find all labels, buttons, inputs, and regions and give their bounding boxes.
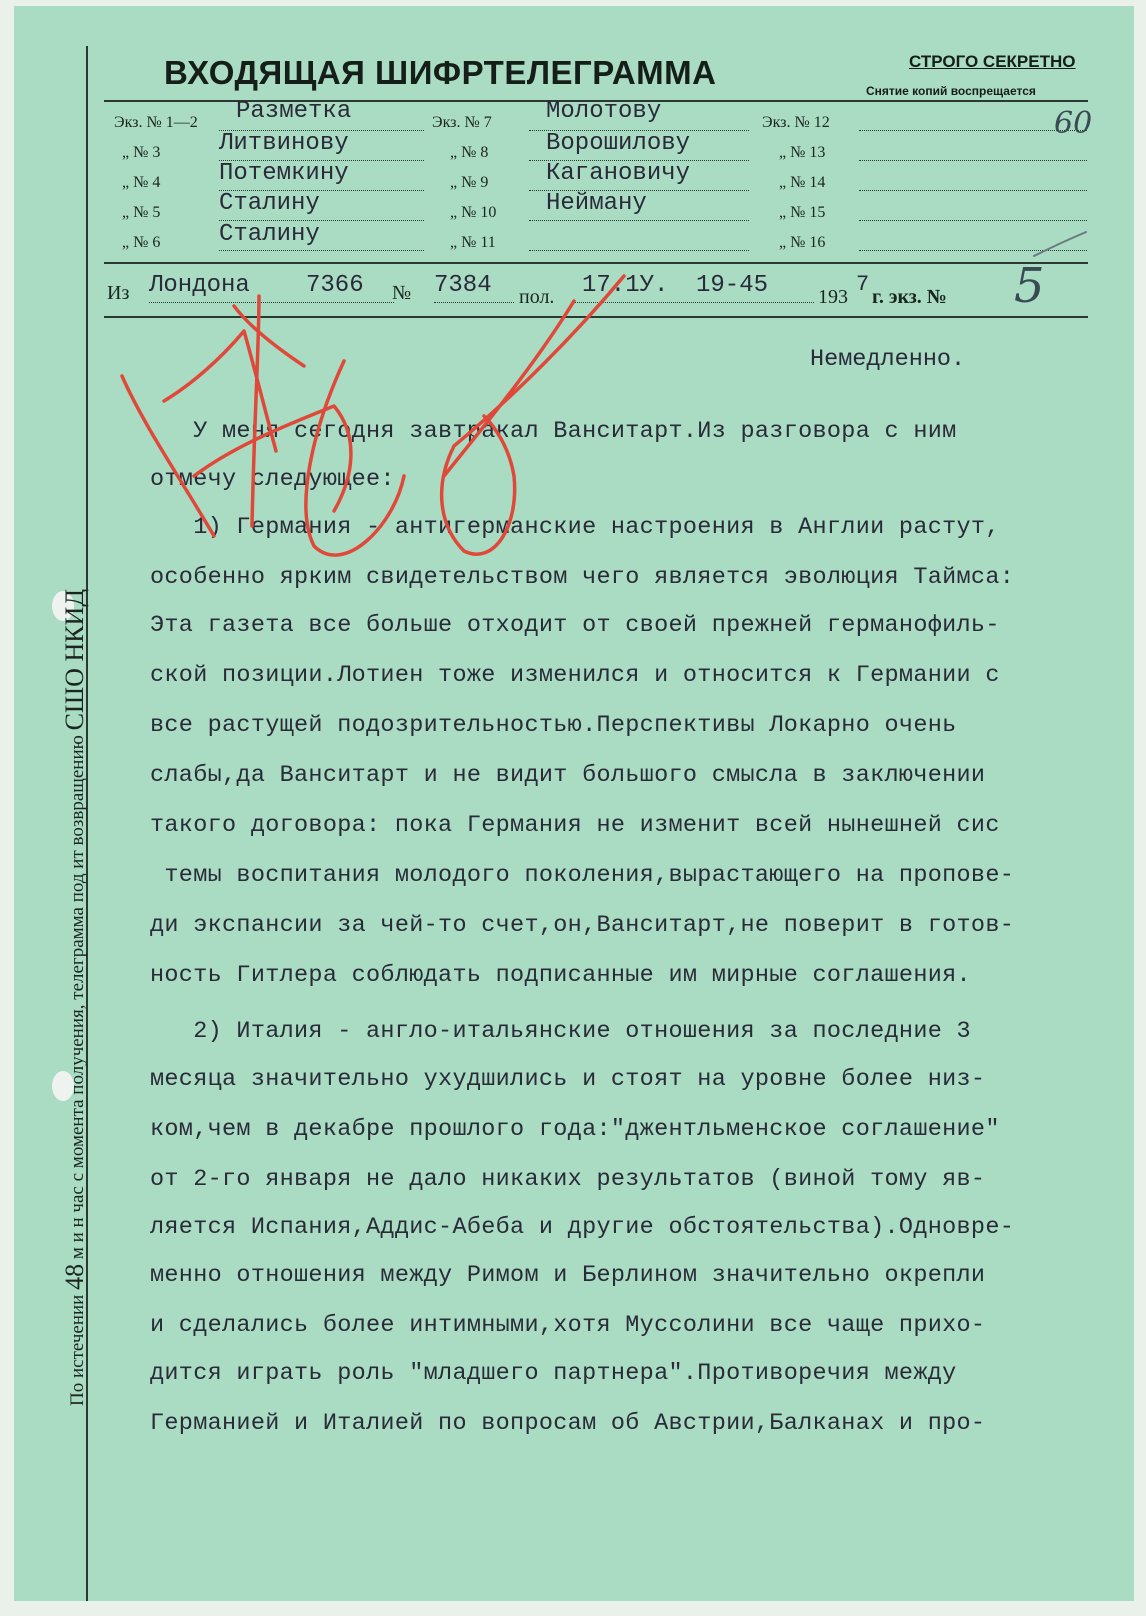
dist-label: „ № 11 xyxy=(450,234,496,251)
body-line: ляется Испания,Аддис-Абеба и другие обстоятельства).Одновре- xyxy=(150,1214,1015,1241)
year-suffix: 7 xyxy=(856,272,870,297)
body-line: такого договора: пока Германия не изменит всей нынешней сис xyxy=(150,812,1000,839)
body-line: темы воспитания молодого поколения,вырастающего на пропове- xyxy=(150,862,1015,889)
side-note-after: м и н час с момента получения, телеграмма под ит возвращению xyxy=(67,730,88,1264)
dist-label: „ № 6 xyxy=(122,234,161,251)
telegram-page xyxy=(14,6,1134,1601)
body-line: ность Гитлера соблюдать подписанные им мирные соглашения. xyxy=(150,962,971,989)
body-line: менно отношения между Римом и Берлином значительно окрепли xyxy=(150,1262,986,1289)
side-note-number: 48 xyxy=(60,1263,89,1290)
dist-label: „ № 15 xyxy=(779,204,826,221)
body-line: от 2-го января не дало никаких результатов (виной тому яв- xyxy=(150,1166,986,1193)
red-resolution-scribble xyxy=(122,276,624,555)
number-label: № xyxy=(392,282,412,304)
red-stroke xyxy=(442,276,624,554)
dist-label: „ № 3 xyxy=(122,144,161,161)
body-line: ской позиции.Лотиен тоже изменился и относится к Германии с xyxy=(150,662,1000,689)
copy-notice: Снятие копий воспрещается xyxy=(866,84,1036,98)
body-line: ком,чем в декабре прошлого года:"джентльменское соглашение" xyxy=(150,1116,1000,1143)
dist-name: Молотову xyxy=(546,98,662,125)
dist-name: Ворошилову xyxy=(546,130,691,157)
from-label: Из xyxy=(107,282,130,304)
body-line: ди экспансии за чей-то счет,он,Ванситарт,не поверит в готов- xyxy=(150,912,1015,939)
dist-label: Экз. № 7 xyxy=(432,114,492,131)
body-line: особенно ярким свидетельством чего является эволюция Таймса: xyxy=(150,564,1015,591)
red-stroke xyxy=(194,406,351,511)
dist-name: Литвинову xyxy=(219,130,349,157)
received-time: 19-45 xyxy=(696,272,769,299)
side-note-before: По истечении xyxy=(67,1289,88,1406)
dist-name: Разметка xyxy=(236,98,352,125)
from-code: 7366 xyxy=(306,272,364,299)
telegram-number: 7384 xyxy=(434,272,492,299)
dist-label: Экз. № 1—2 xyxy=(114,114,198,131)
body-line: 1) Германия - антигерманские настроения в Англии растут, xyxy=(150,514,1000,541)
dist-label: „ № 14 xyxy=(779,174,826,191)
dist-label: „ № 5 xyxy=(122,204,161,221)
pencil-annotations xyxy=(14,6,1134,1601)
year-prefix: 193 xyxy=(818,286,848,308)
body-line: все растущей подозрительностью.Перспективы Локарно очень xyxy=(150,712,957,739)
dist-label: „ № 13 xyxy=(779,144,826,161)
body-line: Германией и Италией по вопросам об Австрии,Балканах и про- xyxy=(150,1410,986,1437)
from-city: Лондона xyxy=(149,272,250,299)
document-title: ВХОДЯЩАЯ ШИФРТЕЛЕГРАММА xyxy=(164,54,717,91)
received-date: 17.1У. xyxy=(582,272,669,299)
secrecy-stamp: СТРОГО СЕКРЕТНО xyxy=(909,52,1076,71)
urgency-mark: Немедленно. xyxy=(810,346,966,373)
dist-name: Сталину xyxy=(219,221,320,248)
dist-name: Нейману xyxy=(546,190,647,217)
body-line: и сделались более интимными,хотя Муссолини все чаще прихо- xyxy=(150,1312,986,1339)
dist-name: Потемкину xyxy=(219,160,349,187)
received-label: пол. xyxy=(519,286,555,308)
red-stroke xyxy=(306,361,404,555)
dist-label: „ № 9 xyxy=(450,174,489,191)
side-note-org: СШО НКИД xyxy=(60,588,89,731)
body-line: 2) Италия - англо-итальянские отношения за последние 3 xyxy=(150,1018,971,1045)
handwritten-number: 60 xyxy=(1054,106,1093,141)
dist-name: Кагановичу xyxy=(546,160,691,187)
dist-label: „ № 10 xyxy=(450,204,497,221)
dist-label: „ № 8 xyxy=(450,144,489,161)
red-stroke xyxy=(444,301,574,476)
copy-label: г. экз. № xyxy=(872,286,947,308)
body-line: отмечу следующее: xyxy=(150,466,395,493)
body-line: слабы,да Ванситарт и не видит большого смысла в заключении xyxy=(150,762,986,789)
body-line: дится играть роль "младшего партнера".Противоречия между xyxy=(150,1360,957,1387)
dist-label: Экз. № 12 xyxy=(762,114,830,131)
dist-label: „ № 16 xyxy=(779,234,826,251)
copy-number: 5 xyxy=(1014,258,1045,314)
dist-name: Сталину xyxy=(219,190,320,217)
body-line: У меня сегодня завтракал Ванситарт.Из разговора с ним xyxy=(150,418,957,445)
body-line: месяца значительно ухудшились и стоят на уровне более низ- xyxy=(150,1066,986,1093)
body-line: Эта газета все больше отходит от своей прежней германофиль- xyxy=(150,612,1000,639)
dist-label: „ № 4 xyxy=(122,174,161,191)
grey-pencil-stroke xyxy=(1034,232,1086,256)
